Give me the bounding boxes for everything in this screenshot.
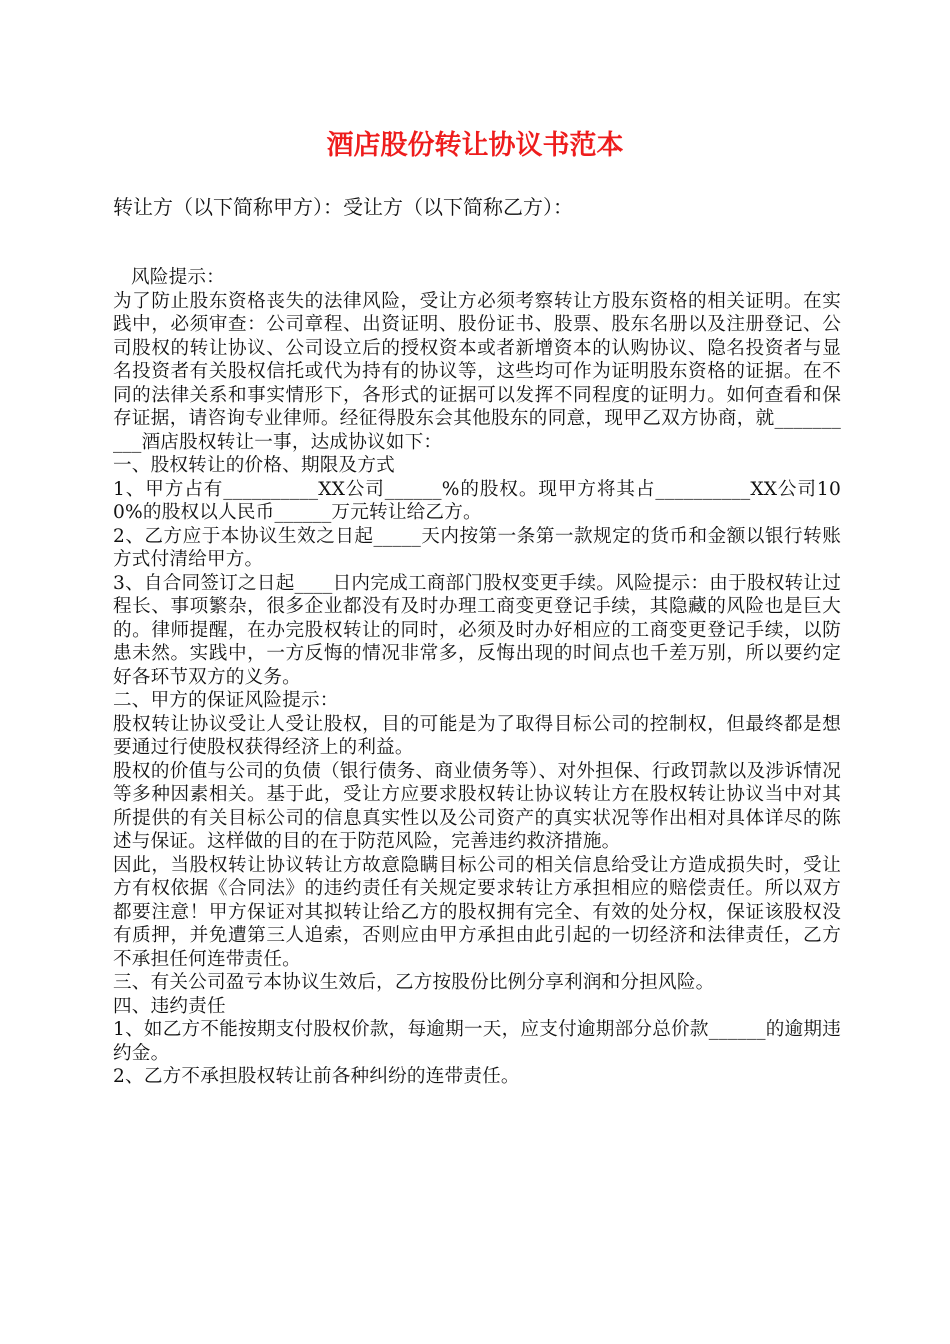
clause-1-3: 3、自合同签订之日起____日内完成工商部门股权变更手续。风险提示：由于股权转让过程长、事项繁杂，很多企业都没有及时办理工商变更登记手续，其隐藏的风险也是巨大的。律师提醒，在办完股权转让的同时，必须及时办好相应的工商变更登记手续，以防患未然。实践中，一方反悔的情况非常多，反悔出现的时间点也千差万别，所以要约定好各环节双方的义务。 — [113, 572, 841, 688]
clause-4-1: 1、如乙方不能按期支付股权价款，每逾期一天，应支付逾期部分总价款______的逾期违约金。 — [113, 1019, 841, 1064]
paragraph-intro: 为了防止股东资格丧失的法律风险，受让方必须考察转让方股东资格的相关证明。在实践中，必须审查：公司章程、出资证明、股份证书、股票、股东名册以及注册登记、公司股权的转让协议、公司设立后的授权资本或者新增资本的认购协议、隐名投资者与显名投资者有关股权信托或代为持有的协议等，这些均可作为证明股东资格的证据。在不同的法律关系和事实情形下，各形式的证据可以发挥不同程度的证明力。如何查看和保存证据，请咨询专业律师。经征得股东会其他股东的同意，现甲乙双方协商，就__________酒店股权转让一事，达成协议如下： — [113, 290, 841, 453]
parties-line: 转让方（以下简称甲方）：受让方（以下简称乙方）： — [113, 195, 573, 219]
clause-1-1: 1、甲方占有__________XX公司______%的股权。现甲方将其占__________XX公司100%的股权以人民币______万元转让给乙方。 — [113, 478, 841, 523]
document-title: 酒店股份转让协议书范本 — [326, 130, 624, 161]
clause-1-2: 2、乙方应于本协议生效之日起_____天内按第一条第一款规定的货币和金额以银行转账方式付清给甲方。 — [113, 525, 841, 570]
section-heading-2: 二、甲方的保证风险提示： — [113, 690, 339, 711]
paragraph-2-1: 股权转让协议受让人受让股权，目的可能是为了取得目标公司的控制权，但最终都是想要通过行使股权获得经济上的利益。 — [113, 713, 841, 758]
clause-4-2: 2、乙方不承担股权转让前各种纠纷的连带责任。 — [113, 1066, 520, 1087]
risk-heading: 风险提示： — [131, 267, 225, 288]
section-heading-4: 四、违约责任 — [113, 995, 226, 1017]
document-body — [113, 266, 841, 1089]
paragraph-2-2: 股权的价值与公司的负债（银行债务、商业债务等）、对外担保、行政罚款以及涉诉情况等多种因素相关。基于此，受让方应要求股权转让协议转让方在股权转让协议当中对其所提供的有关目标公司的信息真实性以及公司资产的真实状况等作出相对具体详尽的陈述与保证。这样做的目的在于防范风险，完善违约救济措施。 — [113, 760, 841, 852]
section-heading-1: 一、股权转让的价格、期限及方式 — [113, 455, 395, 476]
section-heading-3: 三、有关公司盈亏本协议生效后，乙方按股份比例分享利润和分担风险。 — [113, 972, 715, 993]
paragraph-2-3: 因此，当股权转让协议转让方故意隐瞒目标公司的相关信息给受让方造成损失时，受让方有权依据《合同法》的违约责任有关规定要求转让方承担相应的赔偿责任。所以双方都要注意！甲方保证对其拟转让给乙方的股权拥有完全、有效的处分权，保证该股权没有质押，并免遭第三人追索，否则应由甲方承担由此引起的一切经济和法律责任，乙方不承担任何连带责任。 — [113, 854, 841, 970]
